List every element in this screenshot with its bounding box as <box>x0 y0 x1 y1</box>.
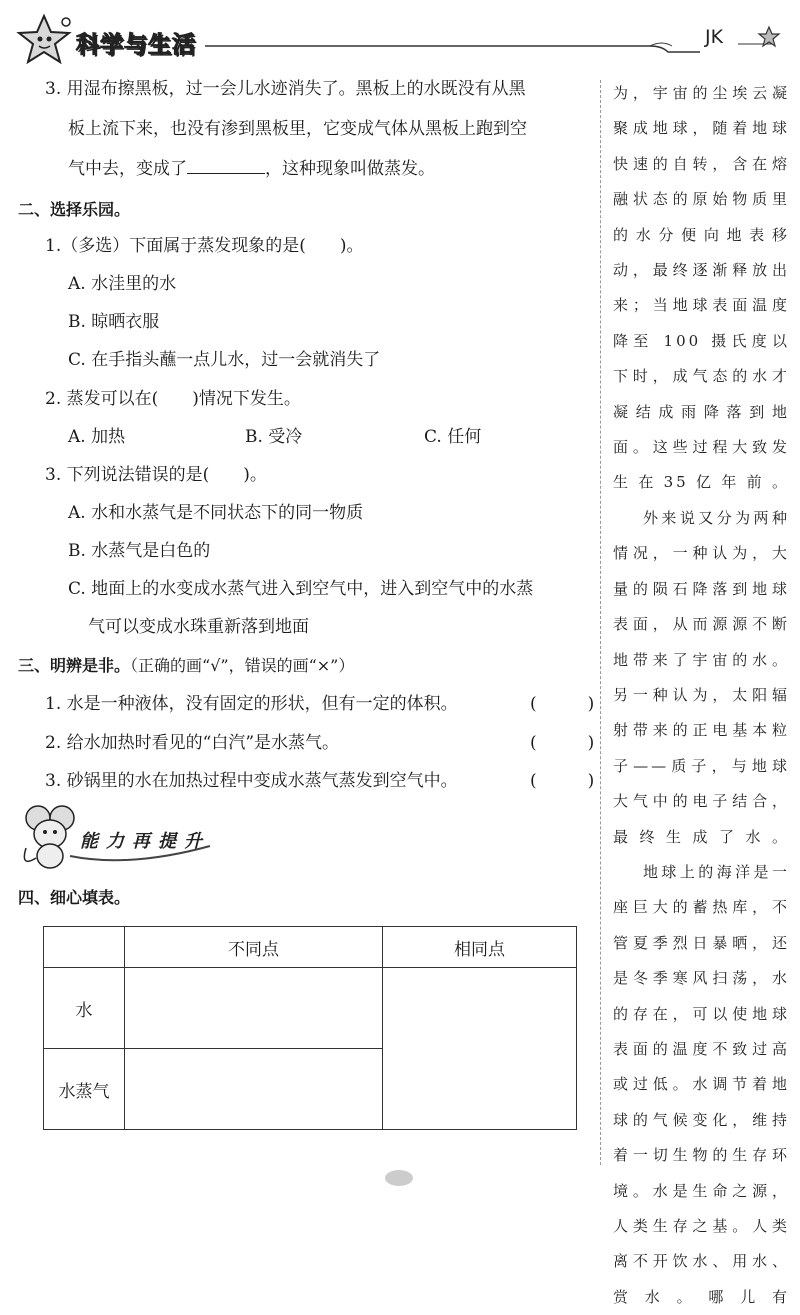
fill-q3-line3-pre: 气中去，变成了 <box>68 159 187 179</box>
choice-q1-option-a[interactable]: A. 水洼里的水 <box>68 274 177 294</box>
fill-q3-line2: 板上流下来，也没有渗到黑板里，它变成气体从黑板上跑到空 <box>68 119 527 139</box>
table-header-empty <box>44 927 125 968</box>
fill-q3-line3-post: ，这种现象叫做蒸发。 <box>265 159 435 179</box>
page-marker <box>385 1170 413 1186</box>
vapor-difference-cell[interactable] <box>125 1049 383 1130</box>
choice-q3-stem: 3. 下列说法错误的是( )。 <box>45 465 267 485</box>
section-3-heading <box>18 654 354 678</box>
ability-banner-text: 能力再提升 <box>80 831 210 852</box>
sidebar-paragraph: 地球上的海洋是一座巨大的蓄热库，不管夏季烈日暴晒，还是冬季寒风扫荡，水的存在，可以使地球表面的温度不致过高或过低。水调节着地球的气候变化，维持着一切生物的生存环境。水是生命之源，人类生存之基。人类离不开饮水、用水、赏水。哪儿有 <box>613 862 790 1306</box>
sidebar-paragraph: 为，宇宙的尘埃云凝聚成地球，随着地球快速的自转，含在熔融状态的原始物质里的水分便向地表移动，最终逐渐释放出来；当地球表面温度降至 100 摄氏度以下时，成气态的水才凝结成雨降落到地面。这些过程大致发生在35亿年前。 <box>613 84 790 492</box>
choice-q3-option-c[interactable]: C. 地面上的水变成水蒸气进入到空气中，进入到空气中的水蒸 <box>68 579 534 599</box>
choice-q2-option-b[interactable]: B. 受冷 <box>245 427 303 447</box>
section-3-note: （正确的画“√”，错误的画“×”） <box>130 656 355 675</box>
table-row <box>44 968 577 1049</box>
choice-q3-option-a[interactable]: A. 水和水蒸气是不同状态下的同一物质 <box>68 503 364 523</box>
comparison-table <box>43 926 577 1130</box>
judge-answer-1[interactable]: ( ) <box>530 694 595 714</box>
choice-q3-option-c-cont: 气可以变成水珠重新落到地面 <box>88 617 309 637</box>
answer-blank[interactable] <box>187 157 265 174</box>
table-row-label-water: 水 <box>44 968 125 1049</box>
choice-q2-stem: 2. 蒸发可以在( )情况下发生。 <box>45 389 301 409</box>
section-4-title: 四、细心填表。 <box>18 888 131 907</box>
choice-q2-option-c[interactable]: C. 任何 <box>424 427 482 447</box>
choice-q3-option-b[interactable]: B. 水蒸气是白色的 <box>68 541 211 561</box>
table-row-label-vapor: 水蒸气 <box>44 1049 125 1130</box>
judge-answer-2[interactable]: ( ) <box>530 733 595 753</box>
choice-q2-option-a[interactable]: A. 加热 <box>68 427 126 447</box>
sidebar-paragraph: 外来说又分为两种情况，一种认为，大量的陨石降落到地球表面，从而源源不断地带来了宇宙的水。另一种认为，太阳辐射带来的正电基本粒子——质子，与地球大气中的电子结合，最终生成了水。 <box>613 508 790 846</box>
similarity-cell[interactable] <box>383 968 577 1130</box>
header-code: JK <box>705 26 724 48</box>
judge-item-1: 1. 水是一种液体，没有固定的形状，但有一定的体积。 <box>45 694 458 714</box>
sidebar-text <box>613 76 790 1315</box>
column-divider <box>600 80 601 1165</box>
section-2-title: 二、选择乐园。 <box>18 200 131 219</box>
table-header-similarity: 相同点 <box>383 927 577 968</box>
judge-answer-3[interactable]: ( ) <box>530 771 595 791</box>
choice-q1-option-c[interactable]: C. 在手指头蘸一点儿水，过一会就消失了 <box>68 350 381 370</box>
mascot-star-icon <box>14 12 80 68</box>
judge-item-3: 3. 砂锅里的水在加热过程中变成水蒸气蒸发到空气中。 <box>45 771 458 791</box>
fill-q3-line1: 3. 用湿布擦黑板，过一会儿水迹消失了。黑板上的水既没有从黑 <box>45 79 526 99</box>
choice-q1-option-b[interactable]: B. 晾晒衣服 <box>68 312 160 332</box>
header-title: 科学与生活 <box>76 32 196 58</box>
fill-q3-line3 <box>68 157 435 181</box>
section-3-title: 三、明辨是非。 <box>18 656 131 675</box>
table-header-row <box>44 927 577 968</box>
water-difference-cell[interactable] <box>125 968 383 1049</box>
choice-q1-stem: 1.（多选）下面属于蒸发现象的是( )。 <box>45 236 364 256</box>
judge-item-2: 2. 给水加热时看见的“白汽”是水蒸气。 <box>45 733 340 753</box>
small-star-icon <box>756 24 782 50</box>
table-header-difference: 不同点 <box>125 927 383 968</box>
